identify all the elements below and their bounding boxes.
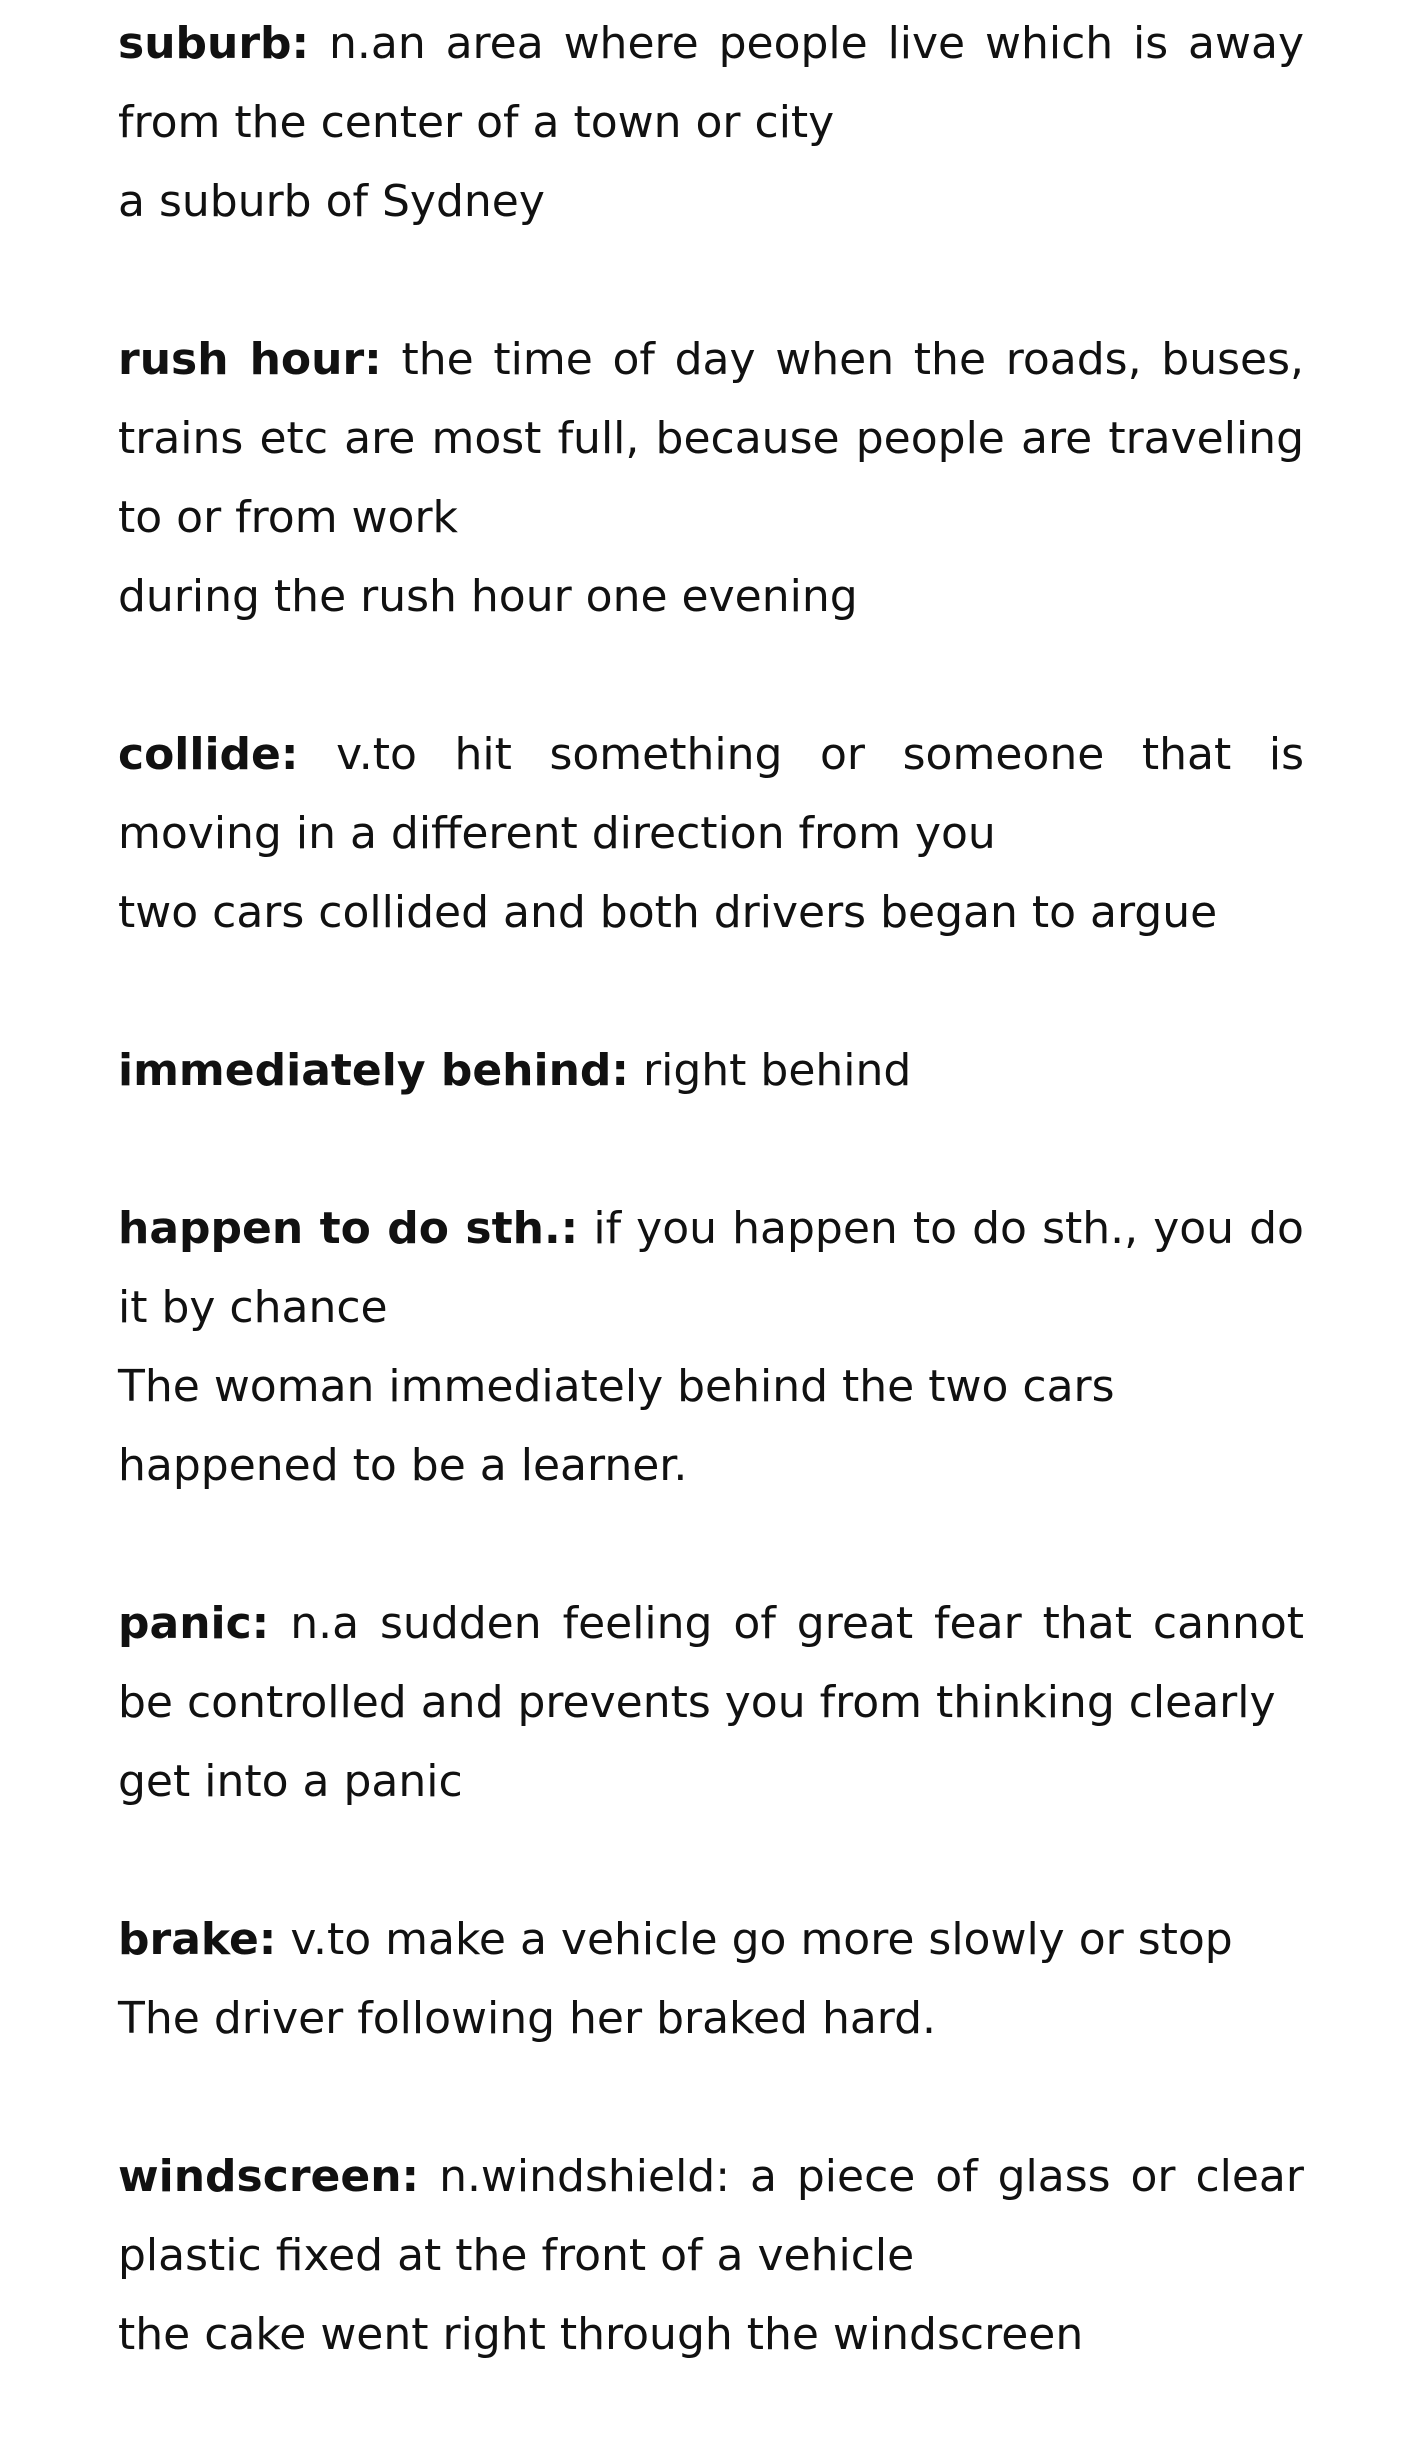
entry-definition-line [118, 1189, 1304, 1347]
entry-definition: v.to hit something or someone that is moving in a different direction from you [118, 729, 1304, 859]
entry-definition-line [118, 2137, 1304, 2295]
entry-definition-line [118, 320, 1304, 557]
entry-example: get into a panic [118, 1756, 463, 1807]
entry-example: the cake went right through the windscreen [118, 2309, 1084, 2360]
entry-example: The driver following her braked hard. [118, 1993, 937, 2044]
entry-definition: n.an area where people live which is away from the center of a town or city [118, 18, 1304, 148]
entry-example: a suburb of Sydney [118, 176, 545, 227]
entry-suburb [118, 4, 1304, 241]
entry-example: two cars collided and both drivers began to argue [118, 887, 1218, 938]
entry-example: The woman immediately behind the two cars happened to be a learner. [118, 1361, 1115, 1491]
entry-term: happen to do sth.: [118, 1203, 579, 1254]
entry-immediately-behind [118, 1031, 1304, 1110]
entry-definition: v.to make a vehicle go more slowly or stop [290, 1914, 1233, 1965]
vocabulary-page [0, 4, 1417, 2464]
entry-definition: n.windshield: a piece of glass or clear plastic fixed at the front of a vehicle [118, 2151, 1304, 2281]
entry-rush-hour [118, 320, 1304, 636]
entry-definition-line [118, 1900, 1304, 1979]
entry-panic [118, 1584, 1304, 1821]
entry-happen-to-do [118, 1189, 1304, 1505]
entry-definition: the time of day when the roads, buses, trains etc are most full, because people are traveling to or from work [118, 334, 1304, 543]
entry-collide [118, 715, 1304, 952]
entry-definition-line [118, 1584, 1304, 1742]
entry-definition: if you happen to do sth., you do it by chance [118, 1203, 1304, 1333]
entry-definition: n.a sudden feeling of great fear that cannot be controlled and prevents you from thinking clearly [118, 1598, 1304, 1728]
entry-definition-line [118, 715, 1304, 873]
entry-definition: right behind [643, 1045, 912, 1096]
entry-example: during the rush hour one evening [118, 571, 858, 622]
entry-term: suburb: [118, 18, 310, 69]
entry-term: rush hour: [118, 334, 382, 385]
entry-term: panic: [118, 1598, 270, 1649]
entry-term: brake: [118, 1914, 277, 1965]
entry-definition-line [118, 4, 1304, 162]
entry-term: windscreen: [118, 2151, 420, 2202]
entry-term: immediately behind: [118, 1045, 630, 1096]
entry-windscreen [118, 2137, 1304, 2374]
entry-definition-line [118, 1031, 1304, 1110]
entry-term: collide: [118, 729, 299, 780]
entry-brake [118, 1900, 1304, 2058]
